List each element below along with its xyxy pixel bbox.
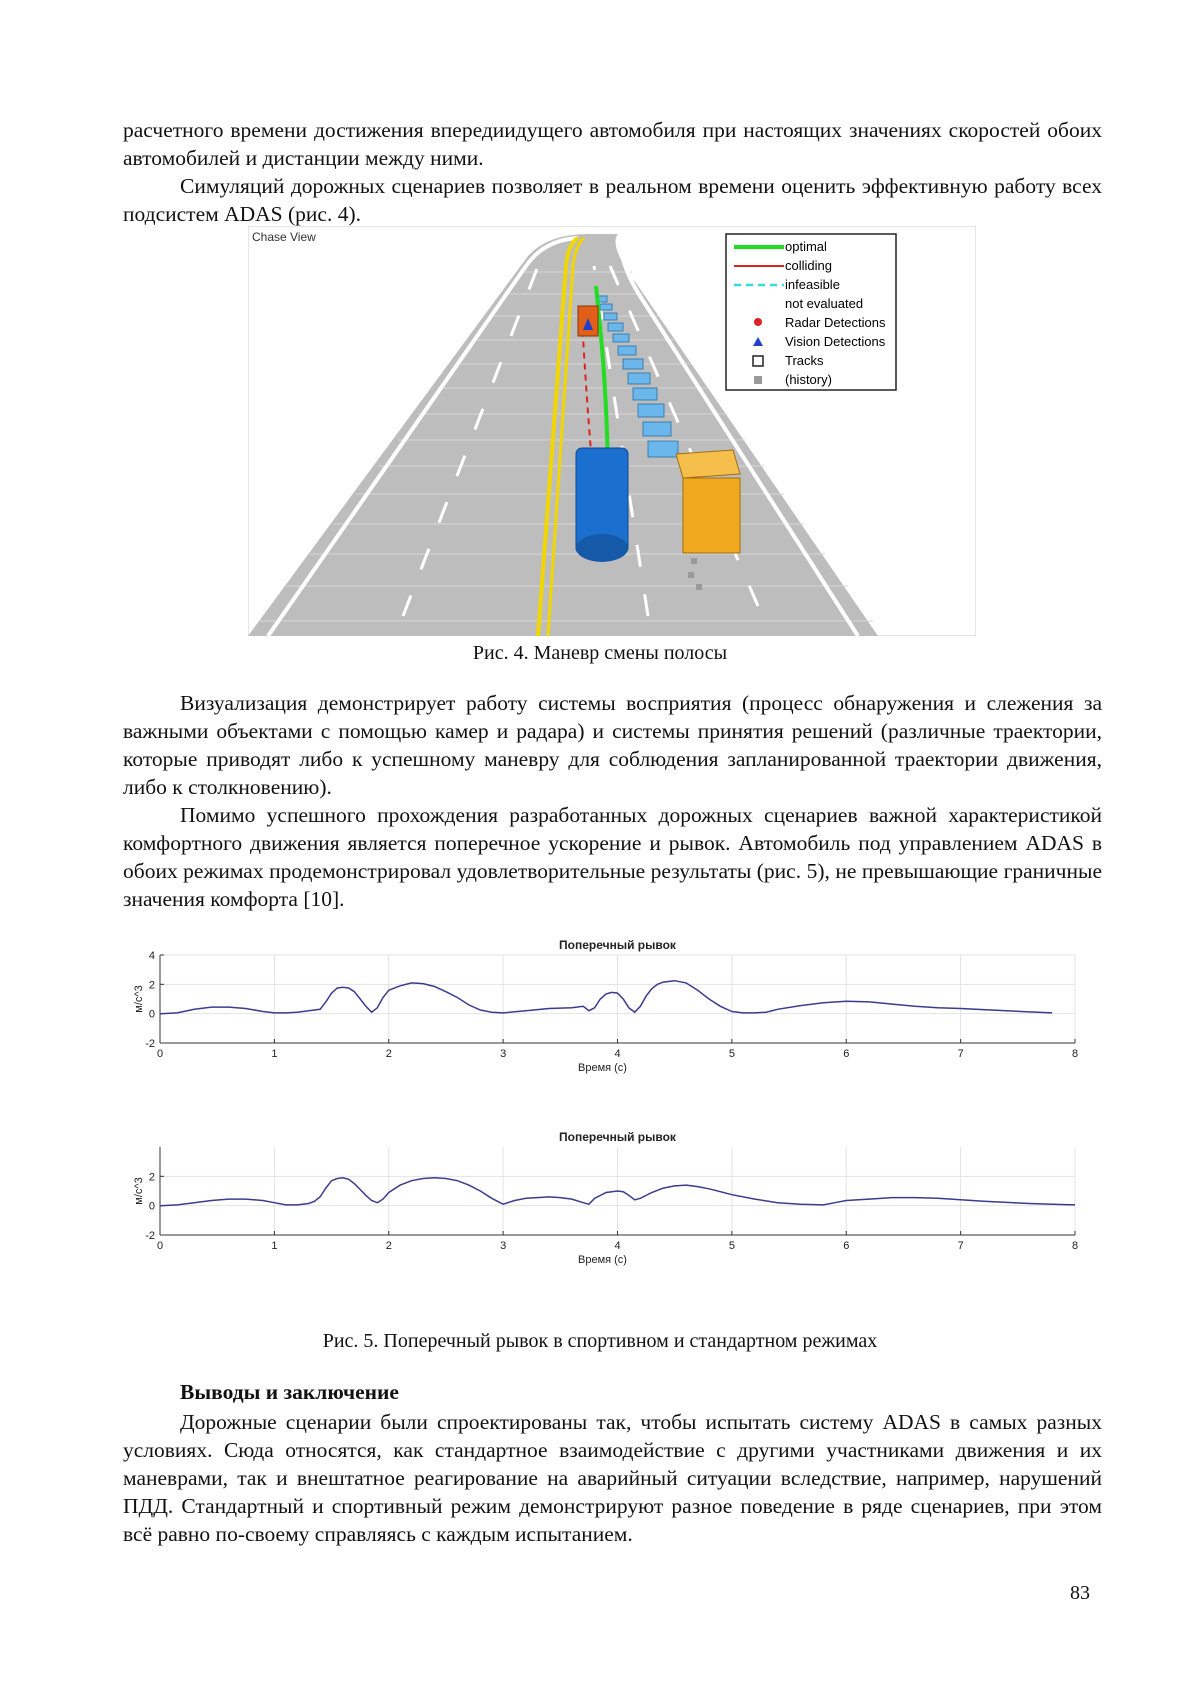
x-tick-label: 0 xyxy=(156,1048,164,1060)
x-tick-label: 5 xyxy=(728,1240,735,1252)
x-tick-label: 7 xyxy=(957,1240,964,1252)
x-tick-label: 4 xyxy=(614,1240,621,1252)
conclusion-block xyxy=(123,1408,1102,1548)
x-tick-label: 1 xyxy=(271,1240,278,1252)
chase-view-image xyxy=(248,226,976,636)
x-tick-label: 2 xyxy=(385,1240,392,1252)
legend xyxy=(726,234,896,390)
chart-title: Поперечный рывок xyxy=(559,1130,676,1144)
legend-label: Tracks xyxy=(785,353,824,368)
legend-label: Vision Detections xyxy=(785,334,886,349)
paragraph: Симуляций дорожных сценариев позволяет в реальном времени оценить эффективную работу всех подсистем ADAS (рис. 4). xyxy=(123,174,1102,226)
x-axis-label: Время (с) xyxy=(578,1062,627,1074)
paragraph: Визуализация демонстрирует работу системы восприятия (процесс обнаружения и слежения за важными объектами с помощью камер и радара) и системы принятия решений (различные траектории, которые приводят либо к успешному маневру для соблюдения запланированной траектории движения, либо к столкновению). xyxy=(123,691,1102,799)
legend-label: colliding xyxy=(785,258,832,273)
x-tick-label: 0 xyxy=(156,1240,164,1252)
vehicle-lead-top xyxy=(676,450,740,478)
y-axis-label: м/с^3 xyxy=(133,985,145,1013)
x-tick-label: 4 xyxy=(614,1048,621,1060)
x-tick-label: 1 xyxy=(271,1048,278,1060)
legend-label: (history) xyxy=(785,372,832,387)
view-title: Chase View xyxy=(252,230,316,244)
x-tick-label: 8 xyxy=(1071,1240,1079,1252)
figure-4-caption: Рис. 4. Маневр смены полосы xyxy=(472,642,728,664)
chart-title: Поперечный рывок xyxy=(559,938,676,952)
x-tick-label: 7 xyxy=(957,1048,964,1060)
text-block-middle xyxy=(123,689,1102,913)
y-tick-label: 0 xyxy=(148,1008,155,1021)
text-block-top xyxy=(123,116,1102,228)
legend-label: infeasible xyxy=(785,277,840,292)
x-tick-label: 6 xyxy=(843,1240,850,1252)
y-axis-label: м/с^3 xyxy=(133,1177,145,1205)
vehicle-ego-front xyxy=(576,534,628,562)
figure-5-charts xyxy=(130,935,1090,1325)
y-tick-label: -2 xyxy=(145,1230,155,1242)
x-tick-label: 3 xyxy=(500,1048,507,1060)
y-tick-label: 2 xyxy=(148,979,155,992)
figure-4-chase-view xyxy=(248,226,976,636)
paragraph: Помимо успешного прохождения разработанных дорожных сценариев важной характеристикой комфортного движения является поперечное ускорение и рывок. Автомобиль под управлением ADAS в обоих режимах продемонстрировал удовлетворительные результаты (рис. 5), не превышающие граничные значения комфорта [10]. xyxy=(123,803,1102,911)
x-tick-label: 3 xyxy=(500,1240,507,1252)
x-tick-label: 2 xyxy=(385,1048,392,1060)
y-tick-label: -2 xyxy=(145,1038,155,1050)
figure-5-caption: Рис. 5. Поперечный рывок в спортивном и стандартном режимах xyxy=(322,1330,878,1352)
legend-label: Radar Detections xyxy=(785,315,886,330)
page-number: 83 xyxy=(1070,1582,1090,1604)
legend-label: optimal xyxy=(785,239,827,254)
jerk-charts xyxy=(130,935,1090,1325)
x-tick-label: 5 xyxy=(728,1048,735,1060)
x-axis-label: Время (с) xyxy=(578,1254,627,1266)
x-tick-label: 6 xyxy=(843,1048,850,1060)
paragraph: Дорожные сценарии были спроектированы так, чтобы испытать систему ADAS в самых разных условиях. Сюда относятся, как стандартное взаимодействие с другими участниками движения и их маневрами, так и внештатное реагирование на аварийный ситуации вследствие, например, нарушений ПДД. Стандартный и спортивный режим демонстрируют разное поведение в ряде сценариев, при этом всё равно по-своему справляясь с каждым испытанием. xyxy=(123,1410,1102,1546)
radar-detection-icon xyxy=(754,318,762,326)
history-icon xyxy=(754,376,762,384)
y-tick-label: 0 xyxy=(148,1200,155,1213)
y-tick-label: 4 xyxy=(148,950,155,962)
series-line xyxy=(160,981,1052,1014)
x-tick-label: 8 xyxy=(1071,1048,1079,1060)
y-tick-label: 2 xyxy=(148,1171,155,1184)
legend-label: not evaluated xyxy=(785,296,864,311)
paragraph: расчетного времени достижения впередиидущего автомобиля при настоящих значениях скоростей обоих автомобилей и дистанции между ними. xyxy=(123,118,1102,170)
conclusion-heading: Выводы и заключение xyxy=(180,1380,399,1404)
vehicle-lead xyxy=(683,478,740,553)
